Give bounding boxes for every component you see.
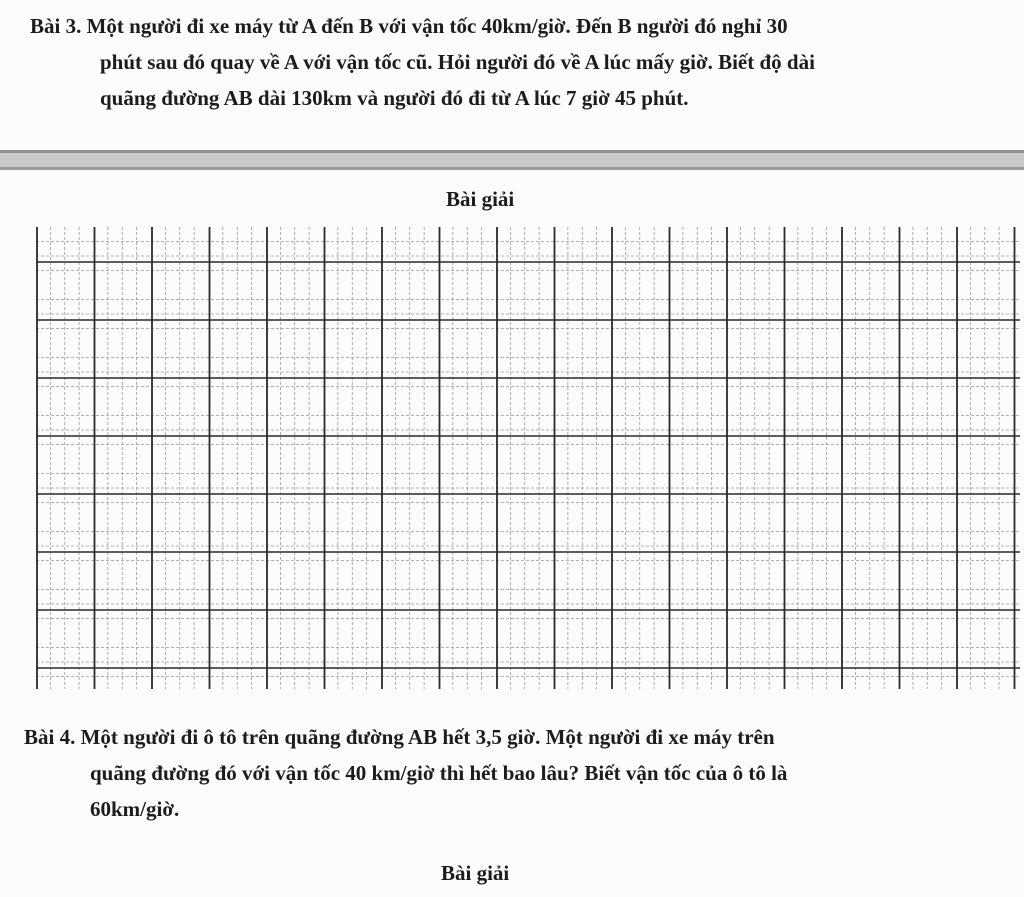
problem-3-line-2: phút sau đó quay về A với vận tốc cũ. Hỏi người đó về A lúc mấy giờ. Biết độ dài [100, 50, 815, 74]
problem-4 [24, 719, 1024, 827]
problem-4-solution-heading: Bài giải [441, 861, 510, 885]
problem-3 [30, 8, 1020, 116]
section-divider [0, 150, 1024, 170]
answer-grid [36, 227, 1020, 689]
problem-3-line-1: Bài 3. Một người đi xe máy từ A đến B với vận tốc 40km/giờ. Đến B người đó nghỉ 30 [30, 14, 788, 38]
problem-4-line-3: 60km/giờ. [90, 797, 180, 821]
problem-4-line-2: quãng đường đó với vận tốc 40 km/giờ thì hết bao lâu? Biết vận tốc của ô tô là [90, 761, 788, 785]
problem-3-line-3: quãng đường AB dài 130km và người đó đi từ A lúc 7 giờ 45 phút. [100, 86, 689, 110]
problem-4-line-1: Bài 4. Một người đi ô tô trên quãng đường AB hết 3,5 giờ. Một người đi xe máy trên [24, 725, 775, 749]
problem-3-solution-heading: Bài giải [446, 187, 515, 211]
answer-grid-lines [36, 227, 1020, 689]
